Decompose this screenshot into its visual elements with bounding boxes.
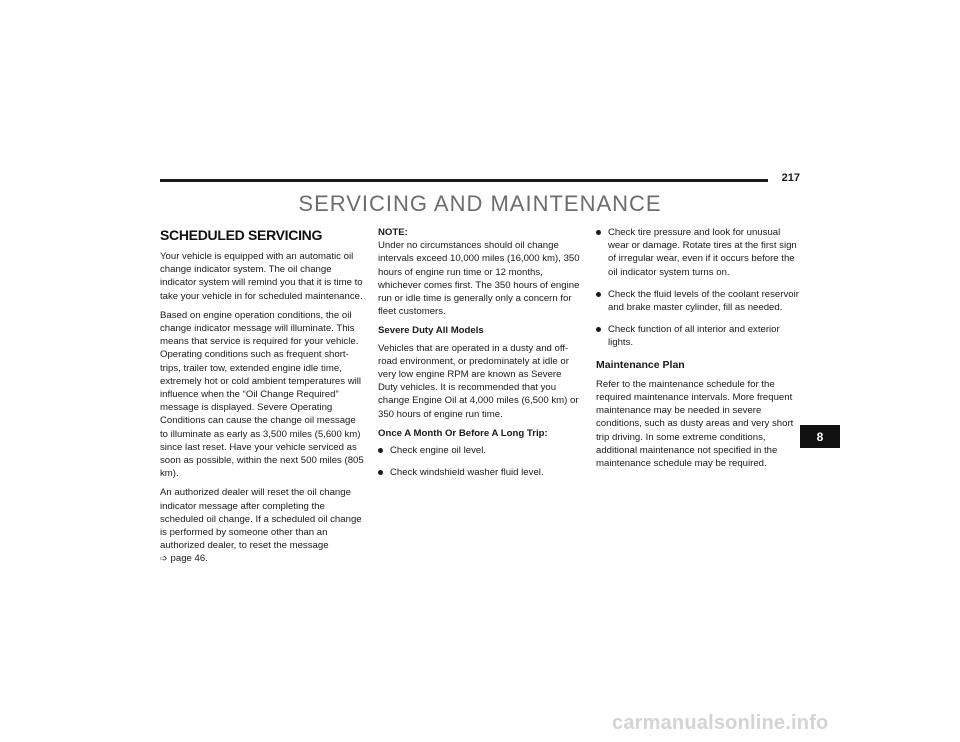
monthly-checklist [378, 444, 583, 479]
list-item-text: Check the fluid levels of the coolant reservoir and brake master cylinder, fill as needed. [608, 288, 799, 314]
note-label: NOTE: [378, 227, 408, 238]
bullet-icon [378, 470, 383, 475]
maintenance-plan-heading: Maintenance Plan [596, 358, 685, 371]
severe-duty-heading: Severe Duty All Models [378, 325, 484, 337]
note-text: Under no circumstances should oil change intervals exceed 10,000 miles (16,000 km), 350 hours of engine run time or 12 months, whichever comes first. The 350 hours of engine run or idle time is generally only a concern for fleet customers. [378, 240, 580, 318]
monthly-heading: Once A Month Or Before A Long Trip: [378, 427, 548, 439]
maintenance-plan-text: Refer to the maintenance schedule for the required maintenance intervals. More frequent maintenance may be needed in severe conditions, such as dusty areas and very short trip driving. In some extreme conditions, additional maintenance not specified in the maintenance schedule may be required. [596, 378, 794, 470]
chapter-title: SERVICING AND MAINTENANCE [298, 191, 662, 216]
column-2 [378, 226, 583, 488]
monthly-checklist-continued [596, 226, 800, 350]
column-3 [596, 226, 800, 476]
page-reference-link[interactable]: page 46. [170, 553, 208, 565]
chapter-tab: 8 [800, 425, 840, 448]
header-rule [160, 179, 768, 182]
list-item-text: Check engine oil level. [390, 445, 486, 457]
watermark: carmanualsonline.info [612, 712, 829, 734]
list-item-text: Check windshield washer fluid level. [390, 467, 544, 479]
list-item-text: Check function of all interior and exterior lights. [608, 324, 780, 349]
page-number: 217 [781, 172, 800, 184]
bullet-icon [378, 448, 383, 453]
bullet-icon [596, 292, 601, 297]
bullet-icon [596, 230, 601, 235]
page-reference-arrow-icon: ➩ [160, 553, 168, 564]
list-item [378, 444, 583, 457]
list-item [596, 226, 800, 279]
list-item-text: Check tire pressure and look for unusual wear or damage. Rotate tires at the first sign of irregular wear, even if it occurs before the oil indicator system turns on. [608, 227, 797, 278]
column-1 [160, 226, 365, 572]
section-heading: SCHEDULED SERVICING [160, 227, 323, 243]
paragraph-text: An authorized dealer will reset the oil change indicator message after completing the scheduled oil change. If a scheduled oil change is performed by someone other than an authorized dealer, to reset the message [160, 487, 362, 552]
list-item [378, 466, 583, 479]
paragraph [160, 486, 365, 565]
list-item [596, 323, 800, 349]
severe-duty-text: Vehicles that are operated in a dusty and off-road environment, or predominately at idle or very low engine RPM are known as Severe Duty vehicles. It is recommended that you change Engine Oil at 4,000 miles (6,500 km) or 350 hours of engine run time. [378, 342, 579, 420]
paragraph: Your vehicle is equipped with an automatic oil change indicator system. The oil change indicator system will remind you that it is time to take your vehicle in for scheduled maintenance. [160, 251, 363, 302]
paragraph: Based on engine operation conditions, the oil change indicator message will illuminate. This means that service is required for your vehicle. Operating conditions such as frequent short-trips, trailer tow, extended engine idle time, extremely hot or cold ambient temperatures will influence when the “Oil Change Required” message is displayed. Severe Operating Conditions can cause the change oil message to illuminate as early as 3,500 miles (5,600 km) since last reset. Have your vehicle serviced as soon as possible, within the next 500 miles (805 km). [160, 309, 364, 480]
list-item [596, 288, 800, 314]
bullet-icon [596, 327, 601, 332]
